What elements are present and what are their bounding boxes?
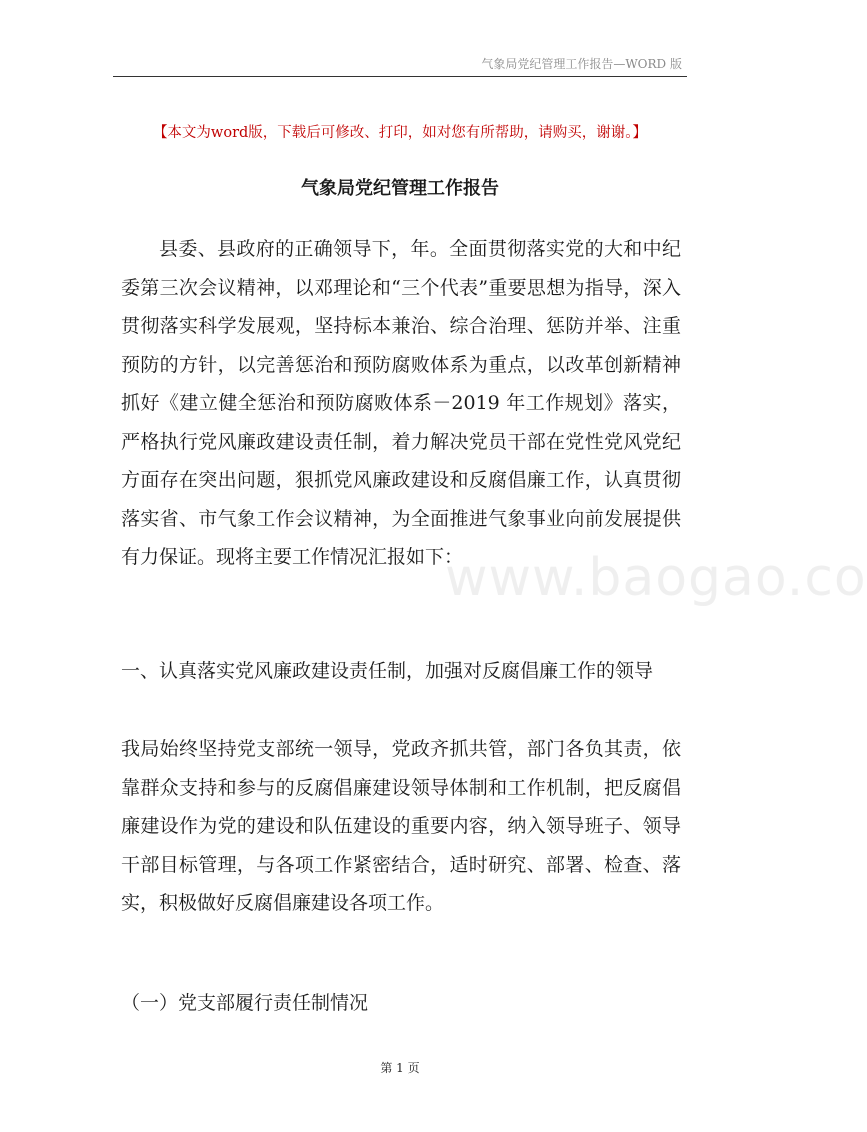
document-title: 气象局党纪管理工作报告 [301, 178, 499, 199]
header-divider [113, 76, 687, 77]
intro-paragraph: 县委、县政府的正确领导下，年。全面贯彻落实党的大和中纪委第三次会议精神，以邓理论和“三个代表”重要思想为指导，深入贯彻落实科学发展观，坚持标本兼治、综合治理、惩防并举、注重预防的方针，以完善惩治和预防腐败体系为重点，以改革创新精神抓好《建立健全惩治和预防腐败体系－2019 年工作规划》落实，严格执行党风廉政建设责任制，着力解决党员干部在党性党风党纪方面存在突出问题，狠抓党风廉政建设和反腐倡廉工作，认真贯彻落实省、市气象工作会议精神，为全面推进气象事业向前发展提供有力保证。现将主要工作情况汇报如下： [121, 238, 681, 568]
page-number: 第 1 页 [380, 1061, 420, 1075]
watermark: www.baogao.co [445, 548, 867, 608]
subsection-heading: （一）党支部履行责任制情况 [121, 992, 369, 1014]
purchase-notice: 【本文为word版，下载后可修改、打印，如对您有所帮助，请购买，谢谢。】 [152, 125, 648, 141]
section-heading: 一、认真落实党风廉政建设责任制，加强对反腐倡廉工作的领导 [121, 660, 654, 682]
section-body-paragraph: 我局始终坚持党支部统一领导，党政齐抓共管，部门各负其责，依靠群众支持和参与的反腐倡廉建设领导体制和工作机制，把反腐倡廉建设作为党的建设和队伍建设的重要内容，纳入领导班子、领导干部目标管理，与各项工作紧密结合，适时研究、部署、检查、落实，积极做好反腐倡廉建设各项工作。 [121, 738, 681, 914]
running-header: 气象局党纪管理工作报告—WORD 版 [481, 57, 682, 71]
